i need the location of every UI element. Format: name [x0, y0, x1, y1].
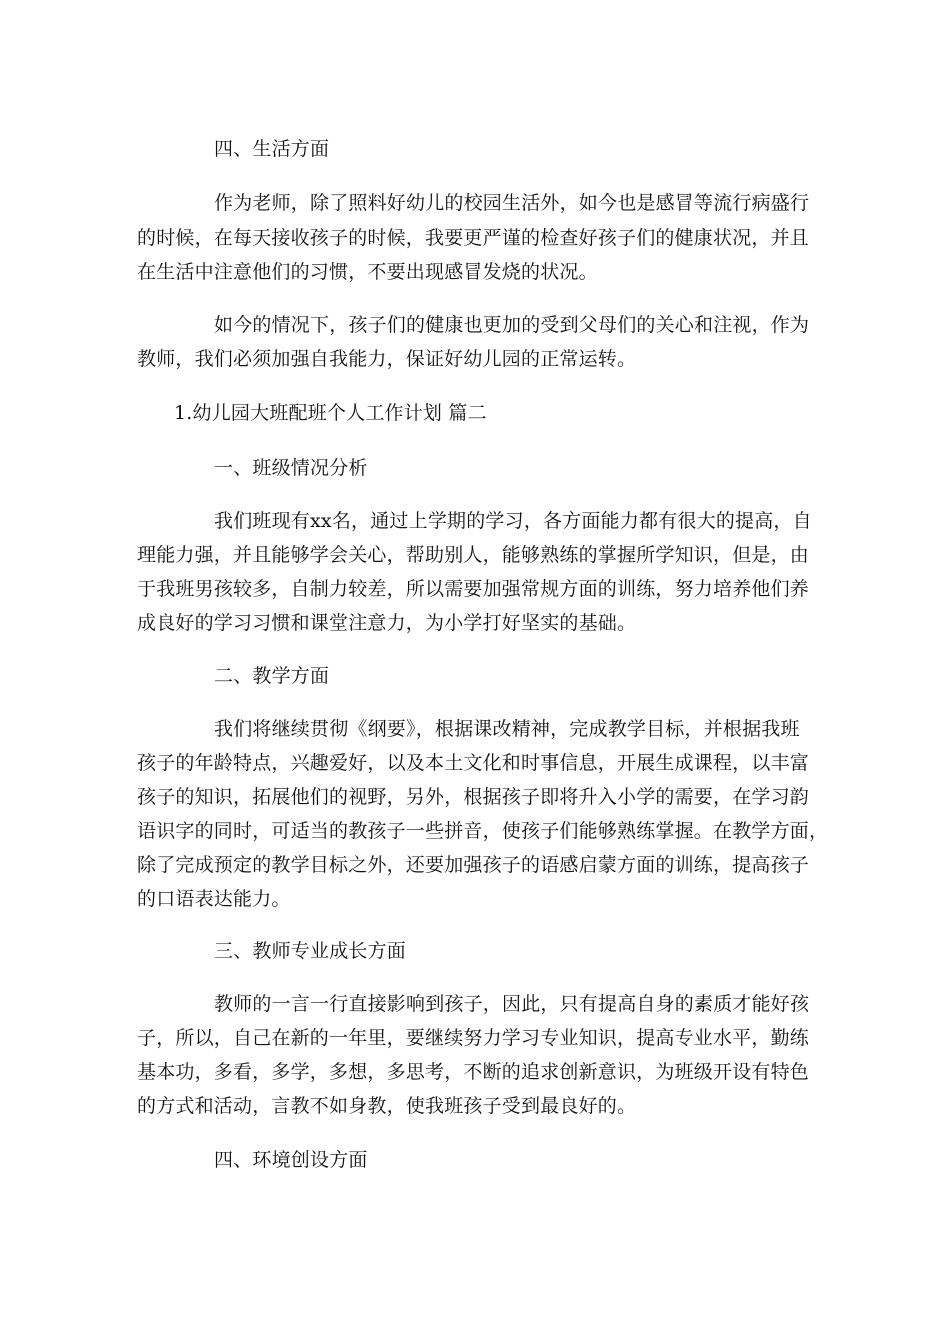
- paragraph-line: 在生活中注意他们的习惯，不要出现感冒发烧的状况。: [137, 261, 598, 283]
- paragraph-line: 孩子的知识，拓展他们的视野，另外，根据孩子即将升入小学的需要，在学习韵: [137, 786, 810, 808]
- paragraph-line: 教师的一言一行直接影响到孩子，因此，只有提高自身的素质才能好孩: [214, 993, 810, 1015]
- paragraph-line: 作为老师，除了照料好幼儿的校园生活外，如今也是感冒等流行病盛行: [214, 192, 810, 214]
- paragraph-line: 除了完成预定的教学目标之外，还要加强孩子的语感启蒙方面的训练，提高孩子: [137, 854, 810, 876]
- section-heading-class-analysis: 一、班级情况分析: [214, 457, 368, 479]
- paragraph-line: 的口语表达能力。: [137, 888, 291, 910]
- paragraph-line: 于我班男孩较多，自制力较差，所以需要加强常规方面的训练，努力培养他们养: [137, 578, 810, 600]
- paragraph-line: 的时候，在每天接收孩子的时候，我要更严谨的检查好孩子们的健康状况，并且: [137, 227, 810, 249]
- paragraph-line: 我们将继续贯彻《纲要》，根据课改精神，完成教学目标，并根据我班: [214, 718, 800, 740]
- paragraph-line: 的方式和活动，言教不如身教，使我班孩子受到最良好的。: [137, 1095, 637, 1117]
- paragraph-line: 语识字的同时，可适当的教孩子一些拼音，使孩子们能够熟练掌握。在教学方面，: [137, 820, 829, 842]
- section-heading-teacher-growth: 三、教师专业成长方面: [214, 940, 407, 962]
- paragraph-line: 理能力强，并且能够学会关心，帮助别人，能够熟练的掌握所学知识，但是，由: [137, 544, 810, 566]
- paragraph-line: 教师，我们必须加强自我能力，保证好幼儿园的正常运转。: [137, 348, 637, 370]
- paragraph-line: 如今的情况下，孩子们的健康也更加的受到父母们的关心和注视，作为: [214, 314, 810, 336]
- article-title: 1.幼儿园大班配班个人工作计划 篇二: [174, 402, 487, 424]
- section-heading-teaching: 二、教学方面: [214, 665, 330, 687]
- section-heading-environment: 四、环境创设方面: [214, 1149, 368, 1171]
- paragraph-line: 子，所以，自己在新的一年里，要继续努力学习专业知识，提高专业水平，勤练: [137, 1027, 810, 1049]
- paragraph-line: 成良好的学习习惯和课堂注意力，为小学打好坚实的基础。: [137, 612, 637, 634]
- section-heading-life: 四、生活方面: [214, 138, 330, 160]
- paragraph-line: 我们班现有xx名，通过上学期的学习，各方面能力都有很大的提高，自: [214, 510, 812, 532]
- paragraph-line: 孩子的年龄特点，兴趣爱好，以及本土文化和时事信息，开展生成课程，以丰富: [137, 752, 810, 774]
- paragraph-line: 基本功，多看，多学，多想，多思考，不断的追求创新意识，为班级开设有特色: [137, 1061, 810, 1083]
